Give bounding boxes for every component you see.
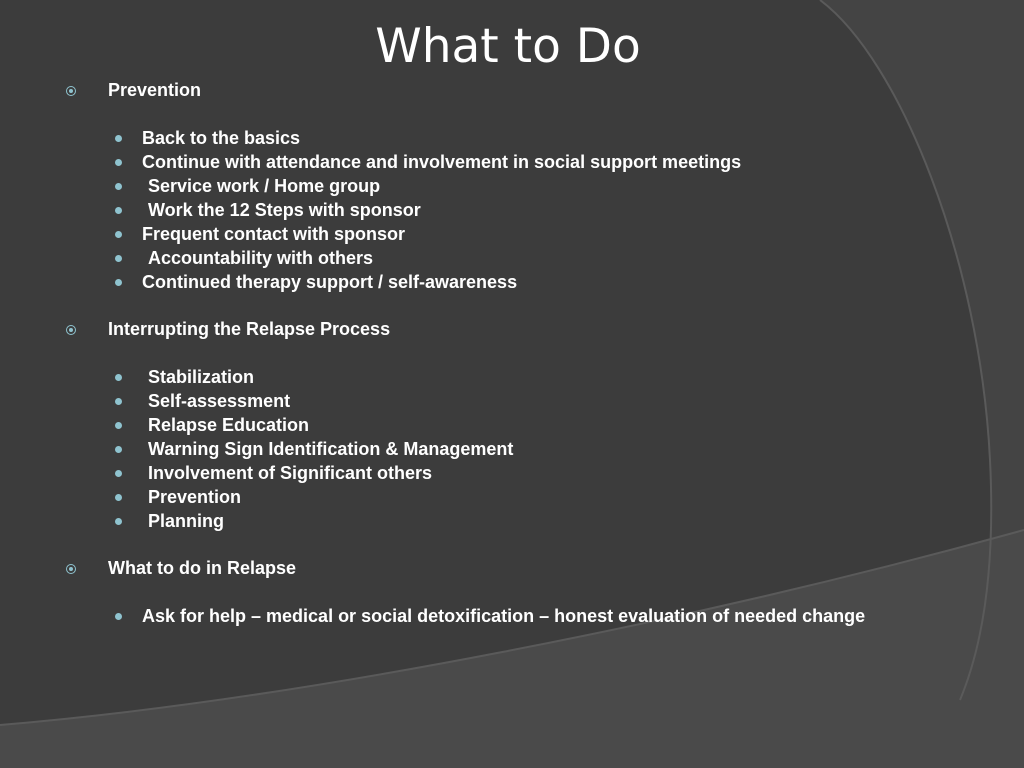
dot-bullet-icon <box>115 279 122 286</box>
list-item: Continue with attendance and involvement in social support meetings <box>142 152 742 172</box>
ring-bullet-icon <box>66 325 76 335</box>
slide-title: What to Do <box>375 19 641 74</box>
list-item: Continued therapy support / self-awareness <box>142 272 518 292</box>
dot-bullet-icon <box>115 613 122 620</box>
list-item: Stabilization <box>148 367 255 387</box>
dot-bullet-icon <box>115 470 122 477</box>
dot-bullet-icon <box>115 518 122 525</box>
dot-bullet-icon <box>115 135 122 142</box>
list-item: Ask for help – medical or social detoxification – honest evaluation of needed change <box>142 606 866 626</box>
list-item: Accountability with others <box>148 248 374 268</box>
list-item: Back to the basics <box>142 128 301 148</box>
list-item: Self-assessment <box>148 391 291 411</box>
list-item: Planning <box>148 511 224 531</box>
list-item: Service work / Home group <box>148 176 381 196</box>
section-heading: What to do in Relapse <box>108 558 297 578</box>
dot-bullet-icon <box>115 231 122 238</box>
list-item: Frequent contact with sponsor <box>142 224 406 244</box>
list-item: Relapse Education <box>148 415 310 435</box>
list-item: Prevention <box>148 487 242 507</box>
ring-bullet-icon <box>66 86 76 96</box>
dot-bullet-icon <box>115 494 122 501</box>
dot-bullet-icon <box>115 255 122 262</box>
dot-bullet-icon <box>115 422 122 429</box>
list-item: Involvement of Significant others <box>148 463 433 483</box>
dot-bullet-icon <box>115 207 122 214</box>
dot-bullet-icon <box>115 374 122 381</box>
section-heading: Prevention <box>108 80 202 100</box>
list-item: Work the 12 Steps with sponsor <box>148 200 421 220</box>
list-item: Warning Sign Identification & Management <box>148 439 514 459</box>
dot-bullet-icon <box>115 446 122 453</box>
section-heading: Interrupting the Relapse Process <box>108 319 391 339</box>
dot-bullet-icon <box>115 398 122 405</box>
ring-bullet-icon <box>66 564 76 574</box>
dot-bullet-icon <box>115 159 122 166</box>
dot-bullet-icon <box>115 183 122 190</box>
